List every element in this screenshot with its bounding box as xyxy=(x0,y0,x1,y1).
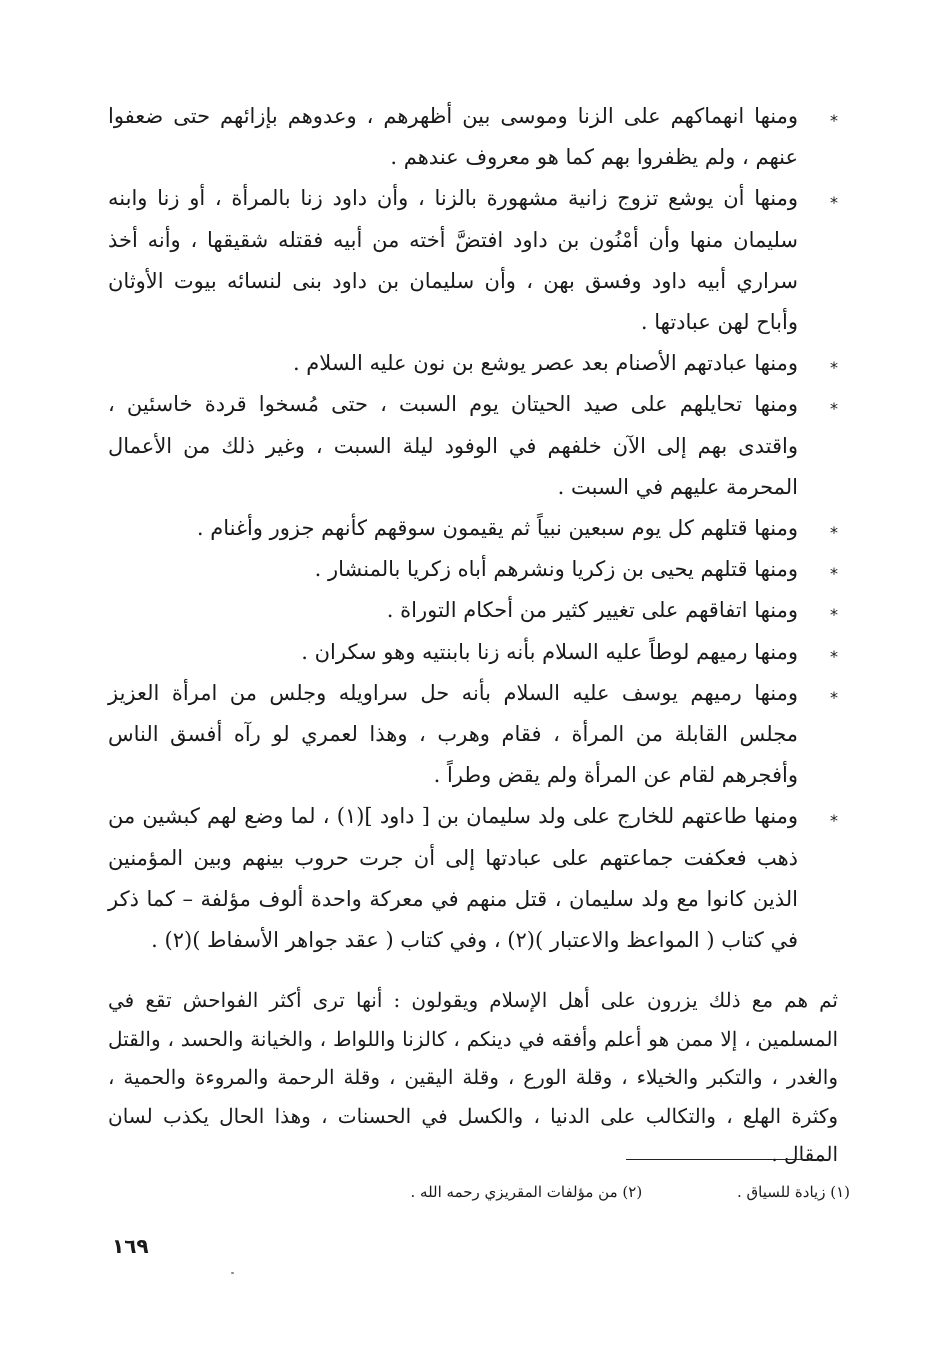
bullet-item: * ومنها أن يوشع تزوج زانية مشهورة بالزنا ، وأن داود زنا بالمرأة ، أو زنا وابنه سليمان منها وأن أمْنُون بن داود افتضَّ أخته من أبيه فقتله شقيقها ، وأنه أخذ سراري أبيه داود وفسق بهن ، وأن سليمان بن داود بنى لنسائه بيوت الأوثان وأباح لهن عبادتها . xyxy=(108,178,838,343)
footnote-2: (٢) من مؤلفات المقريزي رحمه الله . xyxy=(410,1183,643,1201)
page-number: ١٦٩ xyxy=(112,1234,149,1258)
bullet-item: * ومنها تحايلهم على صيد الحيتان يوم السبت ، حتى مُسخوا قردة خاسئين ، واقتدى بهم إلى الآن خلفهم في الوفود ليلة السبت ، وغير ذلك من الأعمال المحرمة عليهم في السبت . xyxy=(108,384,838,508)
bullet-item: * ومنها طاعتهم للخارج على ولد سليمان بن [ داود ](١) ، لما وضع لهم كبشين من ذهب فعكفت جماعتهم على عبادتها إلى أن جرت حروب بينهم وبين المؤمنين الذين كانوا مع ولد سليمان ، قتل منهم في معركة واحدة ألوف مؤلفة – كما ذكر في كتاب ( المواعظ والاعتبار )(٢) ، وفي كتاب ( عقد جواهر الأسفاط )(٢) . xyxy=(108,796,838,961)
bullet-item: * ومنها انهماكهم على الزنا وموسى بين أظهرهم ، وعدوهم بإزائهم حتى ضعفوا عنهم ، ولم يظفروا بهم كما هو معروف عندهم . xyxy=(108,96,838,178)
bullet-item: * ومنها عبادتهم الأصنام بعد عصر يوشع بن نون عليه السلام . xyxy=(108,343,838,384)
bullet-item: * ومنها رميهم يوسف عليه السلام بأنه حل سراويله وجلس من امرأة العزيز مجلس القابلة من المرأة ، فقام وهرب ، وهذا لعمري لو رآه أفسق الناس وأفجرهم لقام عن المرأة ولم يقض وطراً . xyxy=(108,673,838,797)
paper-speck xyxy=(231,1272,234,1274)
footnote-divider xyxy=(626,1159,828,1160)
bullet-item: * ومنها رميهم لوطاً عليه السلام بأنه زنا بابنتيه وهو سكران . xyxy=(108,632,838,673)
main-text xyxy=(108,96,838,1174)
bullet-item: * ومنها قتلهم يحيى بن زكريا ونشرهم أباه زكريا بالمنشار . xyxy=(108,549,838,590)
footnote-1: (١) زيادة للسياق . xyxy=(736,1183,850,1201)
footnotes xyxy=(411,1180,851,1204)
bullet-item: * ومنها قتلهم كل يوم سبعين نبياً ثم يقيمون سوقهم كأنهم جزور وأغنام . xyxy=(108,508,838,549)
conclusion-paragraph: ثم هم مع ذلك يزرون على أهل الإسلام ويقولون : أنها ترى أكثر الفواحش تقع في المسلمين ، إلا ممن هو أعلم وأفقه في دينكم ، كالزنا واللواط ، والخيانة والحسد ، والقتل والغدر ، والتكبر والخيلاء ، وقلة الورع ، وقلة اليقين ، وقلة الرحمة والمروءة والحمية ، وكثرة الهلع ، والتكالب على الدنيا ، والكسل في الحسنات ، وهذا الحال يكذب لسان المقال . xyxy=(108,988,838,1167)
bullet-item: * ومنها اتفاقهم على تغيير كثير من أحكام التوراة . xyxy=(108,590,838,631)
